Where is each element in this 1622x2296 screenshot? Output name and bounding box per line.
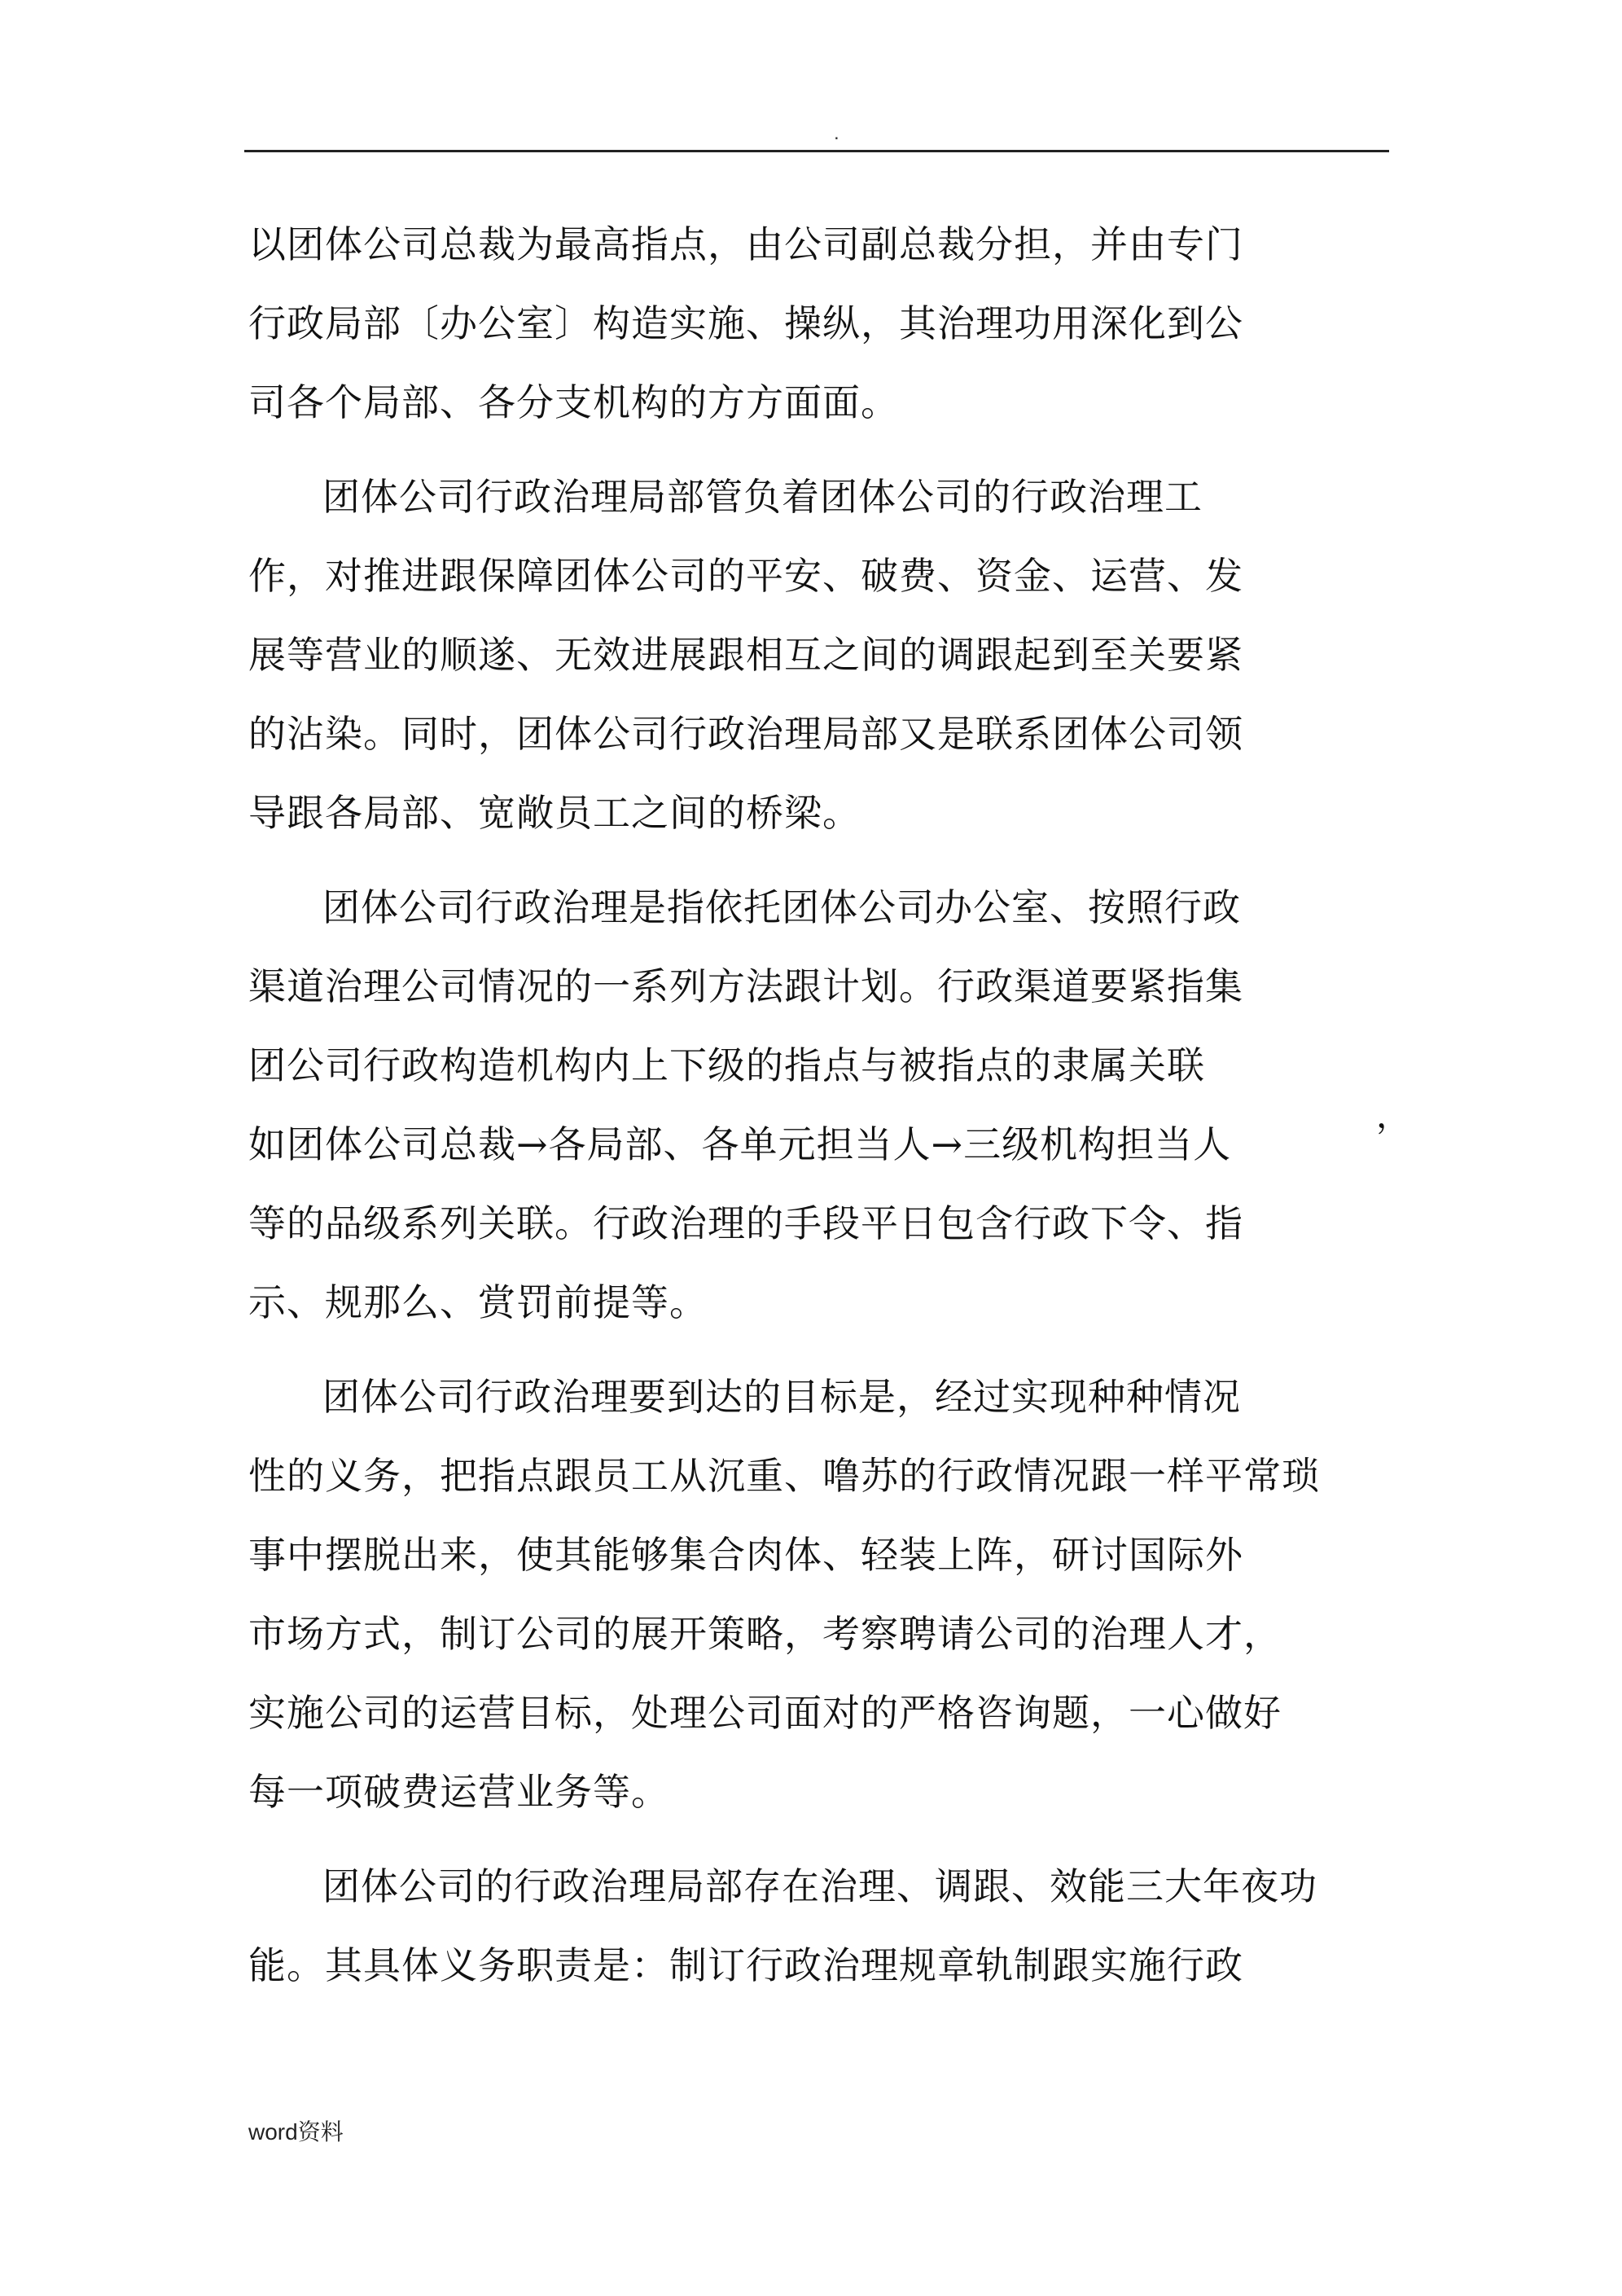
text-line: 以团体公司总裁为最高指点，由公司副总裁分担，并由专门 <box>248 222 1243 266</box>
text-line: 团体公司的行政治理局部存在治理、调跟、效能三大年夜功 <box>322 1864 1317 1908</box>
text-line: 行政局部〔办公室〕构造实施、操纵，其治理功用深化到公 <box>248 301 1243 345</box>
text-line: 等的品级系列关联。行政治理的手段平日包含行政下令、指 <box>248 1201 1243 1245</box>
text-line: 司各个局部、各分支机构的方方面面。 <box>248 380 899 424</box>
header-rule <box>244 150 1389 152</box>
text-line: 实施公司的运营目标，处理公司面对的严格咨询题，一心做好 <box>248 1691 1282 1735</box>
text-line: 团体公司行政治理局部管负着团体公司的行政治理工 <box>322 475 1203 519</box>
text-line: 展等营业的顺遂、无效进展跟相互之间的调跟起到至关要紧 <box>248 633 1243 677</box>
stray-comma-mark: ， <box>1376 1095 1411 1135</box>
text-line: 导跟各局部、宽敞员工之间的桥梁。 <box>248 791 861 835</box>
text-line: 的沾染。同时，团体公司行政治理局部又是联系团体公司领 <box>248 712 1243 756</box>
text-line: 团公司行政构造机构内上下级的指点与被指点的隶属关联 <box>248 1043 1205 1087</box>
text-line: 性的义务，把指点跟员工从沉重、噜苏的行政情况跟一样平常琐 <box>248 1454 1320 1498</box>
text-line: 示、规那么、赏罚前提等。 <box>248 1280 708 1324</box>
header-mark: . <box>834 122 839 144</box>
text-line: 作，对推进跟保障团体公司的平安、破费、资金、运营、发 <box>248 554 1243 598</box>
text-line: 每一项破费运营业务等。 <box>248 1770 669 1814</box>
text-line: 事中摆脱出来，使其能够集合肉体、轻装上阵，研讨国际外 <box>248 1533 1243 1577</box>
text-line: 能。其具体义务职责是：制订行政治理规章轨制跟实施行政 <box>248 1943 1243 1987</box>
text-line: 渠道治理公司情况的一系列方法跟计划。行政渠道要紧指集 <box>248 964 1243 1008</box>
footer-label: word资料 <box>248 2119 344 2145</box>
text-line: 团体公司行政治理要到达的目标是，经过实现种种情况 <box>322 1375 1241 1419</box>
text-line: 团体公司行政治理是指依托团体公司办公室、按照行政 <box>322 885 1241 929</box>
text-line: 市场方式，制订公司的展开策略，考察聘请公司的治理人才， <box>248 1612 1282 1656</box>
text-line: 如团体公司总裁→各局部、各单元担当人→三级机构担当人 <box>248 1122 1232 1166</box>
